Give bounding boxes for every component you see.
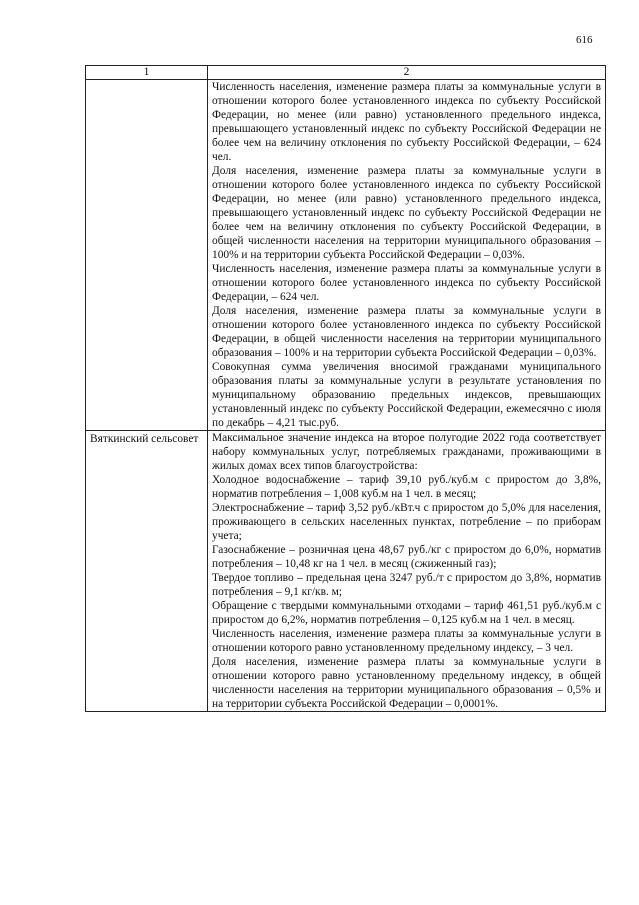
municipality-cell: Вяткинский сельсовет: [86, 431, 208, 712]
column-header-1: 1: [86, 66, 208, 80]
table-header-row: [86, 66, 606, 80]
paragraph: Численность населения, изменение размера платы за коммунальные услуги в отношении которого равно установленному предельному индексу, – 3 чел.: [212, 628, 601, 654]
paragraph: Обращение с твердыми коммунальными отходами – тариф 461,51 руб./куб.м с приростом до 6,2%, норматив потребления – 0,125 куб.м на 1 чел. в месяц.: [212, 600, 601, 626]
paragraph: Доля населения, изменение размера платы за коммунальные услуги в отношении которого более установленного индекса по субъекту Российской Федерации, в общей численности населения на территории муниципального образования – 100% и на территории субъекта Российской Федерации – 0,03%.: [212, 305, 601, 359]
column-header-2: 2: [208, 66, 606, 80]
page-number: 616: [576, 34, 593, 46]
paragraph: Совокупная сумма увеличения вносимой гражданами муниципального образования платы за коммунальные услуги в результате установления по муниципальному образованию предельных индексов, превышающих установленный индекс по субъекту Российской Федерации, ежемесячно с июля по декабрь – 4,21 тыс.руб.: [212, 361, 601, 429]
paragraph: Твердое топливо – предельная цена 3247 руб./т с приростом до 3,8%, норматив потребления – 9,1 кг/кв. м;: [212, 572, 601, 598]
description-cell: [208, 431, 606, 712]
paragraph: Холодное водоснабжение – тариф 39,10 руб./куб.м с приростом до 3,8%, норматив потребления – 1,008 куб.м на 1 чел. в месяц;: [212, 474, 601, 500]
paragraph: Электроснабжение – тариф 3,52 руб./кВт.ч с приростом до 5,0% для населения, проживающего в сельских населенных пунктах, потребление – по приборам учета;: [212, 502, 601, 542]
paragraph: Численность населения, изменение размера платы за коммунальные услуги в отношении которого более установленного индекса по субъекту Российской Федерации, – 624 чел.: [212, 263, 601, 303]
paragraph: Доля населения, изменение размера платы за коммунальные услуги в отношении которого более установленного индекса по субъекту Российской Федерации, но менее (или равно) установленного предельного индекса, превышающего установленный индекс по субъекту Российской Федерации не более чем на величину отклонения по субъекту Российской Федерации, в общей численности населения на территории муниципального образования – 100% и на территории субъекта Российской Федерации – 0,03%.: [212, 165, 601, 261]
municipality-cell: [86, 80, 208, 431]
table-row: [86, 80, 606, 431]
paragraph: Доля населения, изменение размера платы за коммунальные услуги в отношении которого равно установленному предельному индексу, в общей численности населения на территории муниципального образования – 0,5% и на территории субъекта Российской Федерации – 0,0001%.: [212, 656, 601, 710]
data-table: [85, 65, 606, 712]
table-row: [86, 431, 606, 712]
paragraph: Максимальное значение индекса на второе полугодие 2022 года соответствует набору коммунальных услуг, потребляемых гражданами, проживающими в жилых домах всех типов благоустройства:: [212, 432, 601, 472]
paragraph: Газоснабжение – розничная цена 48,67 руб./кг с приростом до 6,0%, норматив потребления – 10,48 кг на 1 чел. в месяц (сжиженный газ);: [212, 544, 601, 570]
description-cell: [208, 80, 606, 431]
paragraph: Численность населения, изменение размера платы за коммунальные услуги в отношении которого более установленного индекса по субъекту Российской Федерации, но менее (или равно) установленного предельного индекса, превышающего установленный индекс по субъекту Российской Федерации не более чем на величину отклонения по субъекту Российской Федерации, – 624 чел.: [212, 81, 601, 163]
